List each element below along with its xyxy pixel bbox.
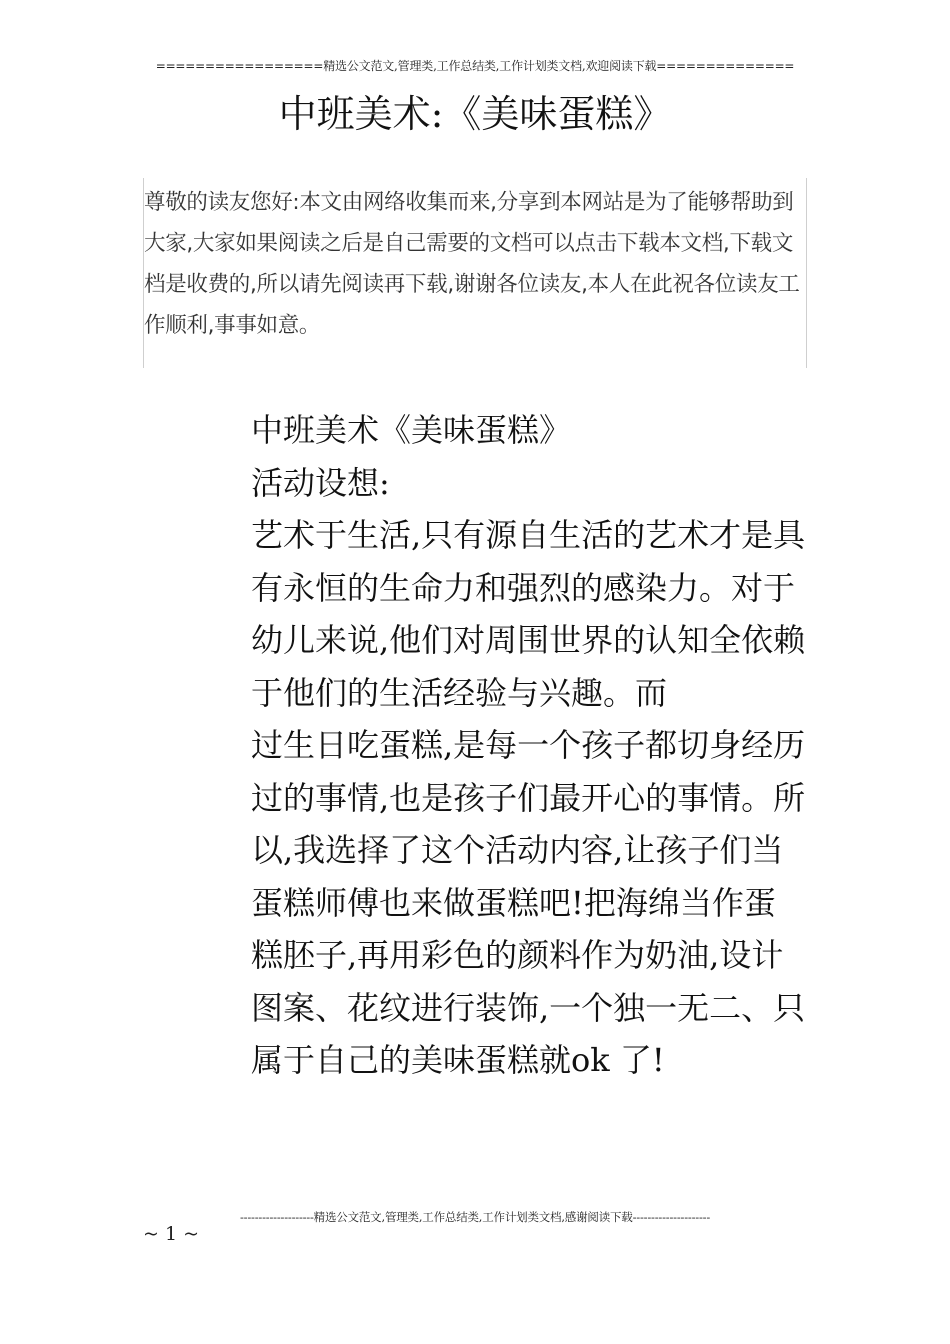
section-heading: 活动设想: (251, 463, 390, 502)
document-body (143, 404, 807, 1087)
reader-notice-box (143, 178, 807, 368)
footer-banner: --------------------精选公文范文,管理类,工作总结类,工作计划类文档,感谢阅读下载--------------------- (239, 1210, 711, 1224)
header-banner: =================精选公文范文,管理类,工作总结类,工作计划类文档,欢迎阅读下载============== (155, 59, 795, 73)
document-subtitle: 中班美术《美味蛋糕》 (251, 411, 572, 449)
body-paragraph-1: 艺术于生活,只有源自生活的艺术才是具有永恒的生命力和强烈的感染力。对于幼儿来说,他们对周围世界的认知全依赖于他们的生活经验与兴趣。而 (251, 516, 806, 712)
document-title: 中班美术:《美味蛋糕》 (278, 92, 672, 136)
page-number: ~ 1 ~ (143, 1223, 200, 1245)
body-paragraph-2: 过生日吃蛋糕,是每一个孩子都切身经历过的事情,也是孩子们最开心的事情。所以,我选择了这个活动内容,让孩子们当蛋糕师傅也来做蛋糕吧!把海绵当作蛋糕胚子,再用彩色的颜料作为奶油,设计图案、花纹进行装饰,一个独一无二、只属于自己的美味蛋糕就ok 了! (251, 726, 806, 1079)
reader-notice-text: 尊敬的读友您好:本文由网络收集而来,分享到本网站是为了能够帮助到大家,大家如果阅读之后是自己需要的文档可以点击下载本文档,下载文档是收费的,所以请先阅读再下载,谢谢各位读友,本人在此祝各位读友工作顺利,事事如意。 (144, 190, 800, 338)
